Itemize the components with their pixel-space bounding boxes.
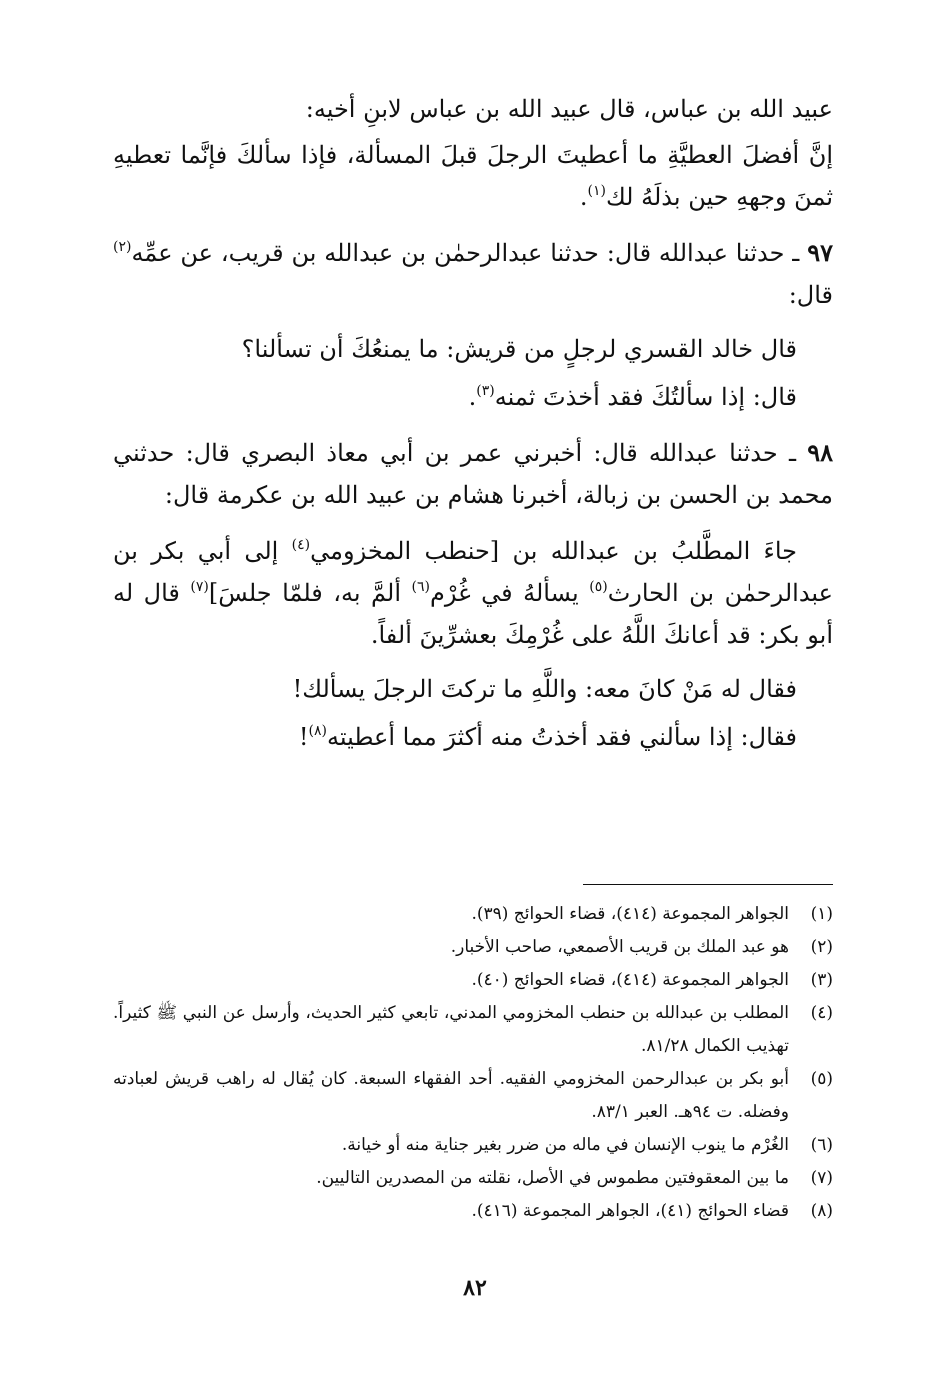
- quote-text: يسألهُ في غُرْم: [429, 579, 590, 607]
- quote-text: قال: إذا سألتُكَ فقد أخذتَ ثمنه: [494, 383, 797, 411]
- narration-text: ـ حدثنا عبدالله قال: أخبرني عمر بن أبي معاذ البصري قال: حدثني محمد بن الحسن بن زبالة، أخبرنا هشام بن عبيد الله بن عكرمة قال:: [113, 439, 833, 509]
- footnote: [113, 1162, 833, 1195]
- footnote-ref: (٨): [308, 723, 327, 739]
- footnote-text: ما بين المعقوفتين مطموس في الأصل، نقلته من المصدرين التاليين.: [316, 1168, 789, 1188]
- footnote-text: الجواهر المجموعة (٤١٤)، قضاء الحوائج (٣٩).: [471, 904, 789, 924]
- footnote-ref: (٤): [291, 537, 311, 553]
- main-text: [113, 88, 833, 758]
- footnote: [113, 898, 833, 931]
- narration-97: [113, 232, 833, 316]
- footnote-number: (٢): [810, 937, 833, 957]
- quote-paragraph: [113, 716, 833, 758]
- quote-paragraph: فقال له مَنْ كانَ معه: واللَّهِ ما تركتَ الرجلَ يسألك!: [292, 675, 797, 703]
- narration-98: [113, 432, 833, 516]
- footnote-text: هو عبد الملك بن قريب الأصمعي، صاحب الأخبار.: [450, 937, 789, 957]
- narration-text: ـ حدثنا عبدالله قال: حدثنا عبدالرحمٰن بن عبدالله بن قريب، عن عمِّه: [131, 239, 808, 267]
- quote-text: ألمَّ به، فلمّا جلسَ]: [208, 579, 412, 607]
- footnote-text: الغُرْم ما ينوب الإنسان في ماله من ضرر بغير جناية منه أو خيانة.: [341, 1135, 789, 1155]
- intro-line: عبيد الله بن عباس، قال عبيد الله بن عباس لابنِ أخيه:: [305, 95, 833, 123]
- footnote-number: (٧): [810, 1168, 833, 1188]
- footnote: [113, 997, 833, 1063]
- footnote-number: (٤): [810, 1003, 833, 1023]
- footnote: [113, 1195, 833, 1228]
- footnote-ref: (٣): [476, 383, 495, 399]
- punctuation: .: [468, 383, 477, 411]
- quote-text: إنَّ أفضلَ العطيَّةِ ما أعطيتَ الرجلَ قبلَ المسألة، فإذا سألكَ فإنَّما تعطيهِ ثمنَ وجههِ حين بذلَهُ لك: [113, 141, 833, 211]
- footnote-number: (٦): [810, 1135, 833, 1155]
- footnote-number: (٨): [810, 1201, 833, 1221]
- quote-paragraph: [113, 134, 833, 218]
- punctuation: .: [579, 183, 588, 211]
- footnote-number: (٣): [810, 970, 833, 990]
- quote-text: إلى أبي بكر بن عبدالرحمٰن بن الحارث: [113, 537, 833, 607]
- footnotes: [113, 898, 833, 1228]
- footnote-divider: [583, 884, 833, 885]
- footnote-number: (١): [810, 904, 833, 924]
- footnote-text: الجواهر المجموعة (٤١٤)، قضاء الحوائج (٤٠).: [471, 970, 789, 990]
- footnote-text: المطلب بن عبدالله بن حنطب المخزومي المدني، تابعي كثير الحديث، وأرسل عن النبي ﷺ كثيراً. تهذيب الكمال ٨١/٢٨.: [113, 1003, 789, 1056]
- narration-text: قال:: [788, 281, 833, 309]
- page-number: ٨٢: [463, 1275, 487, 1301]
- footnote: [113, 964, 833, 997]
- quote-text: جاءَ المطَّلبُ بن عبدالله بن [حنطب المخزومي: [310, 537, 797, 565]
- punctuation: !: [298, 723, 309, 751]
- hadith-number: ٩٧: [807, 238, 833, 267]
- footnote-ref: (٦): [411, 579, 430, 595]
- footnote-ref: (٧): [190, 579, 209, 595]
- footnote: [113, 931, 833, 964]
- quote-text: فقال: إذا سألني فقد أخذتُ منه أكثرَ مما أعطيته: [326, 723, 797, 751]
- footnote-number: (٥): [810, 1069, 833, 1089]
- footnote-ref: (٢): [113, 239, 132, 255]
- quote-text: قال له أبو بكر: قد أعانكَ اللَّهُ على غُرْمِكَ بعشرِّينَ ألفاً.: [113, 579, 833, 649]
- hadith-number: ٩٨: [807, 438, 833, 467]
- footnote-text: أبو بكر بن عبدالرحمن المخزومي الفقيه. أحد الفقهاء السبعة. كان يُقال له راهب قريش لعبادته وفضله. ت ٩٤هـ. العبر ٨٣/١.: [113, 1069, 789, 1122]
- footnote-ref: (١): [587, 183, 606, 199]
- footnote: [113, 1063, 833, 1129]
- footnote: [113, 1129, 833, 1162]
- footnote-text: قضاء الحوائج (٤١)، الجواهر المجموعة (٤١٦).: [471, 1201, 789, 1221]
- quote-paragraph: [113, 376, 833, 418]
- footnote-ref: (٥): [589, 579, 608, 595]
- quote-paragraph: قال خالد القسري لرجلٍ من قريش: ما يمنعُكَ أن تسألنا؟: [241, 335, 797, 363]
- quote-paragraph: [113, 530, 833, 656]
